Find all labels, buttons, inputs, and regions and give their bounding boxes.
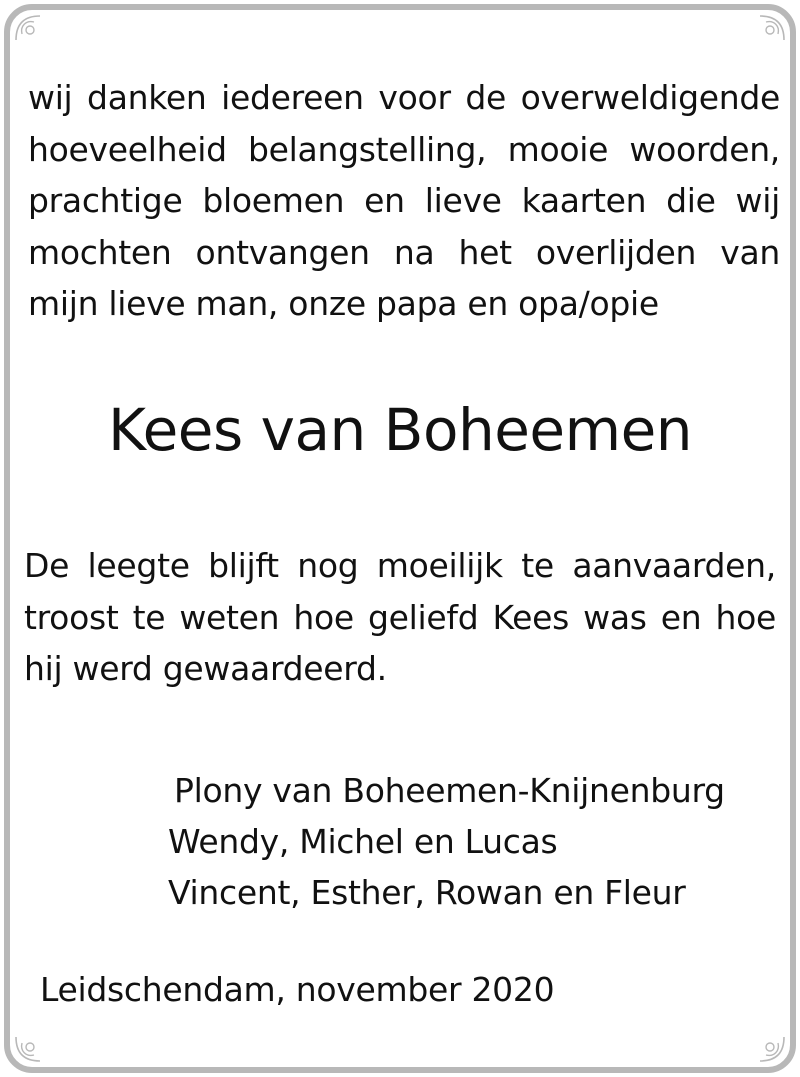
remembrance-line: De leegte blijft nog moeilijk te aanvaarden, — [24, 546, 776, 585]
intro-line: mijn lieve man, onze papa en opa/opie — [28, 284, 659, 323]
intro-line: hoeveelheid belangstelling, mooie woorden, — [28, 129, 780, 169]
intro-line: mochten ontvangen na het overlijden van — [28, 232, 780, 272]
family-member: Wendy, Michel en Lucas — [168, 822, 558, 861]
family-signatures — [168, 765, 725, 918]
corner-ornament-icon — [10, 1027, 50, 1067]
family-member: Plony van Boheemen-Knijnenburg — [174, 771, 725, 810]
thank-you-text — [28, 72, 780, 330]
remembrance-line: hij werd gewaardeerd. — [24, 649, 387, 688]
corner-ornament-icon — [750, 10, 790, 50]
family-member: Vincent, Esther, Rowan en Fleur — [168, 873, 686, 912]
corner-ornament-icon — [750, 1027, 790, 1067]
remembrance-text — [24, 540, 776, 695]
deceased-name: Kees van Boheemen — [107, 396, 693, 464]
corner-ornament-icon — [10, 10, 50, 50]
intro-line: wij danken iedereen voor de overweldigende — [28, 78, 780, 117]
remembrance-line: troost te weten hoe geliefd Kees was en hoe — [24, 597, 776, 637]
place-date: Leidschendam, november 2020 — [40, 970, 555, 1009]
intro-line: prachtige bloemen en lieve kaarten die wij — [28, 181, 780, 220]
